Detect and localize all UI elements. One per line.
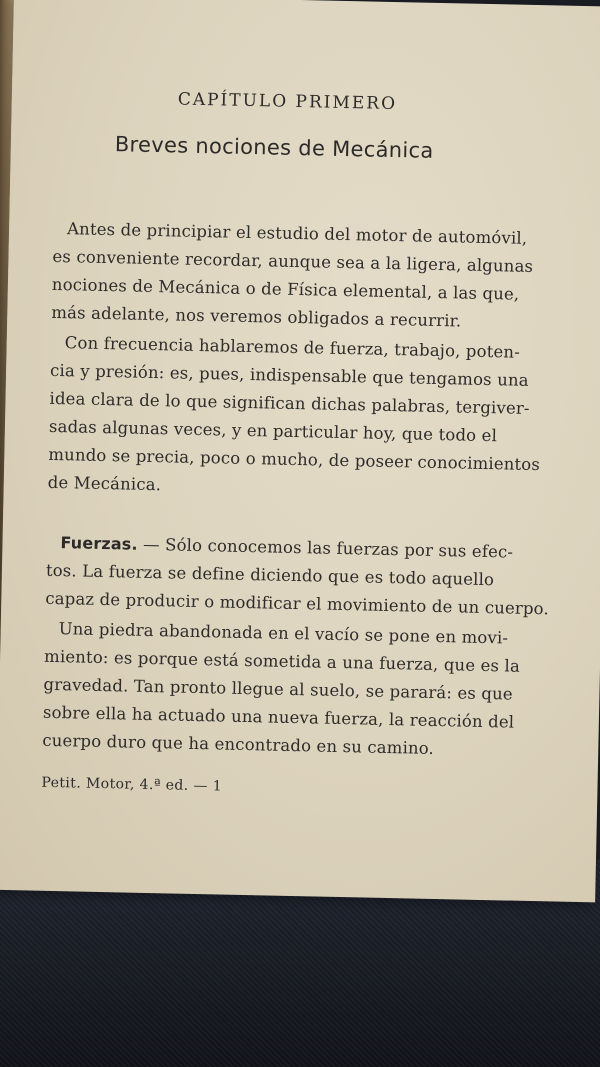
chapter-label: CAPÍTULO PRIMERO: [177, 89, 398, 115]
paragraph-line: cia y presión: es, pues, indispensable que tengamos una: [49, 360, 529, 390]
paragraph-line: tos. La fuerza se define diciendo que es todo aquello: [45, 560, 495, 590]
chapter-title: Breves nociones de Mecánica: [114, 132, 434, 163]
paragraph-line: de Mecánica.: [47, 472, 162, 495]
paragraph-line: Una piedra abandonada en el vacío se pone en movi-: [58, 619, 509, 648]
fuerzas-first-line: [60, 533, 513, 561]
paragraph-line: miento: es porque está sometida a una fuerza, que es la: [43, 646, 521, 676]
paragraph-line: sobre ella ha actuado una nueva fuerza, la reacción del: [42, 702, 515, 732]
page-footer: Petit. Motor, 4.ª ed. — 1: [41, 774, 223, 795]
paragraph-line: sadas algunas veces, y en particular hoy, que todo el: [48, 416, 498, 446]
fuerzas-first-line-text: — Sólo conocemos las fuerzas por sus efec-: [137, 534, 514, 562]
paragraph-line: Con frecuencia hablaremos de fuerza, trabajo, poten-: [64, 333, 521, 362]
paragraph-line: es conveniente recordar, aunque sea a la ligera, algunas: [52, 246, 534, 276]
paragraph-line: mundo se precia, poco o mucho, de poseer conocimientos: [48, 444, 541, 475]
paragraph-line: cuerpo duro que ha encontrado en su camino.: [42, 730, 435, 758]
paragraph-line: nociones de Mecánica o de Física elemental, a las que,: [51, 274, 520, 304]
paragraph-line: idea clara de lo que significan dichas palabras, tergiver-: [49, 388, 530, 418]
fuerzas-heading: Fuerzas.: [60, 533, 138, 554]
paragraph-line: capaz de producir o modificar el movimiento de un cuerpo.: [45, 588, 550, 619]
paragraph-line: más adelante, nos veremos obligados a recurrir.: [51, 302, 462, 331]
paragraph-line: gravedad. Tan pronto llegue al suelo, se parará: es que: [43, 674, 513, 704]
paragraph-line: Antes de principiar el estudio del motor de automóvil,: [66, 219, 528, 248]
